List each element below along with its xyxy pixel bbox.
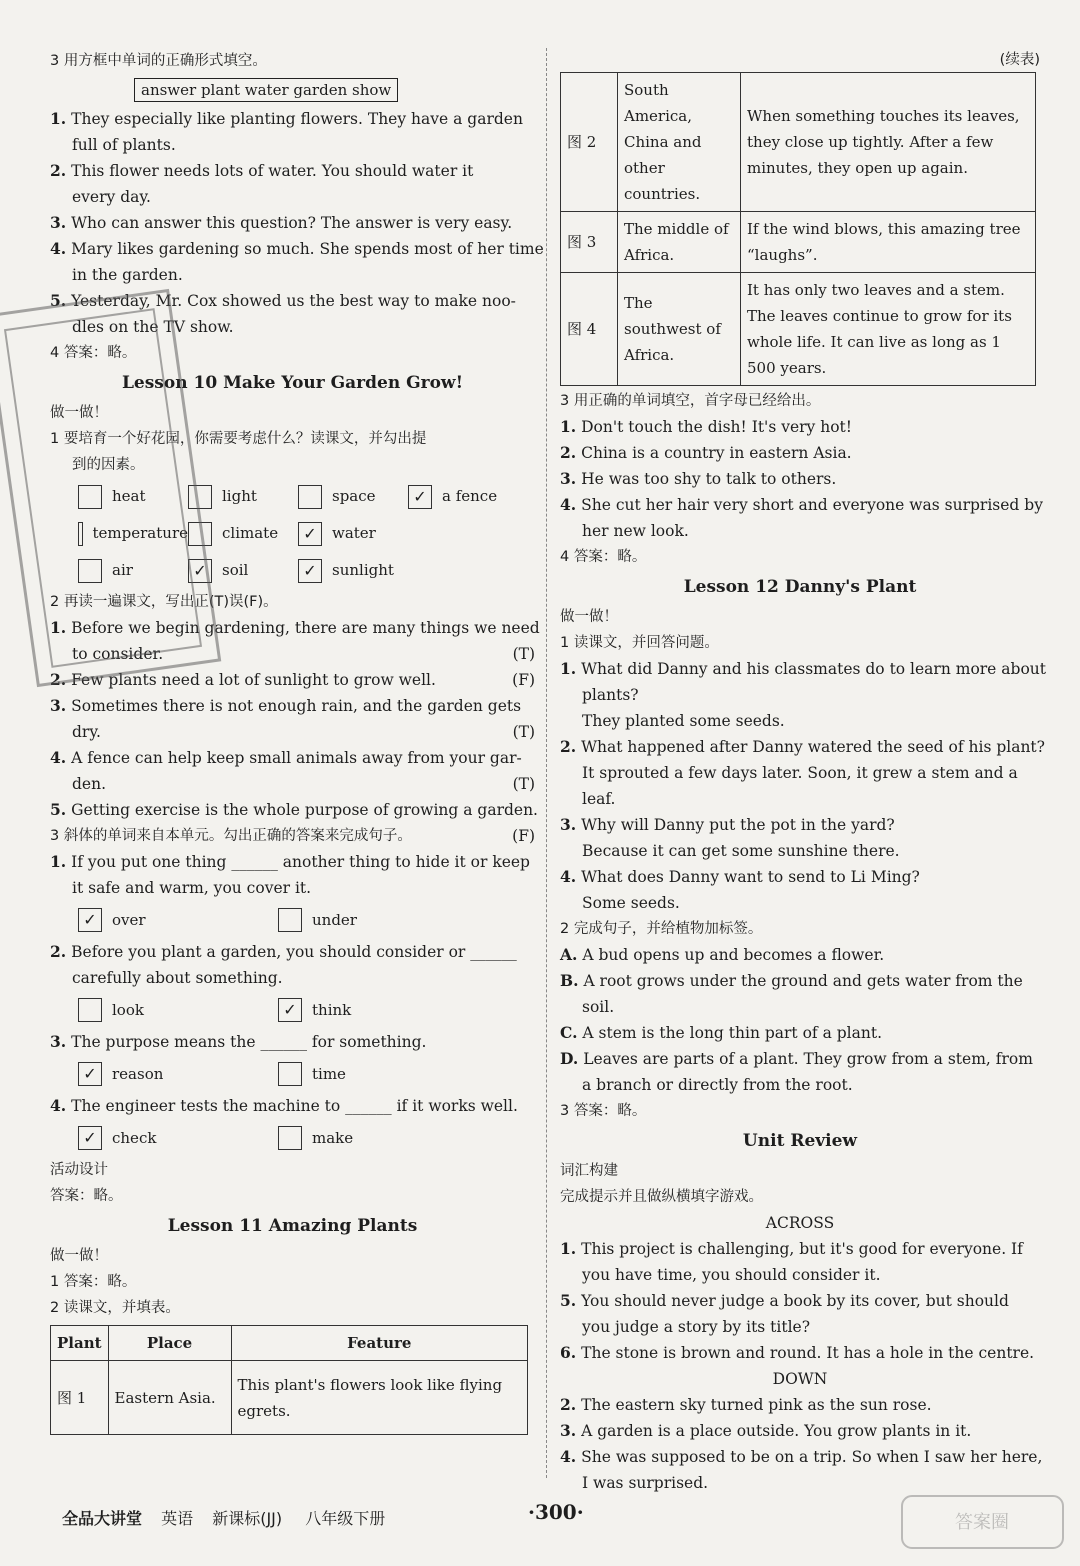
list-item (560, 1046, 1040, 1072)
question-1-text-cont: 到的因素。 (72, 457, 145, 473)
item-text: her new look. (582, 522, 689, 540)
checkbox (278, 1126, 302, 1150)
item-text: The engineer tests the machine to ______ if it works well. (71, 1097, 518, 1115)
fill-list-right (560, 414, 1043, 544)
table-cell: South America, China and other countries. (618, 73, 741, 212)
item-number: 4. (560, 495, 577, 514)
list-item (560, 440, 1040, 466)
answer-text: It sprouted a few days later. Soon, it grew a stem and a (582, 764, 1018, 782)
item-text: A bud opens up and becomes a flower. (582, 946, 885, 964)
question-3-text-right: 3 用正确的单词填空，首字母已经给出。 (560, 393, 821, 409)
table-cell: The middle of Africa. (618, 212, 741, 273)
question-1-text: 1 要培育一个好花园，你需要考虑什么？读课文，并勾出提 (50, 431, 427, 447)
item-text: I was surprised. (582, 1474, 709, 1492)
lesson-11-q2: 2 读课文，并填表。 (50, 1300, 180, 1316)
table-header-plant: Plant (51, 1326, 109, 1361)
checkbox-label: make (312, 1129, 354, 1147)
item-text: in the garden. (72, 266, 183, 284)
checkbox-label: under (312, 911, 357, 929)
lesson-10-title: Lesson 10 Make Your Garden Grow! (121, 373, 464, 393)
item-number: 3. (50, 213, 67, 232)
word-box: answer plant water garden show (134, 78, 398, 102)
checkbox-label: climate (222, 524, 279, 542)
section-heading: 3 用方框中单词的正确形式填空。 (50, 53, 267, 69)
checkbox: ✓ (408, 485, 432, 509)
do-it-heading-2: 做一做！ (50, 1248, 108, 1264)
plant-table (50, 1325, 528, 1435)
table-cell: The southwest of Africa. (618, 273, 741, 386)
checkbox: ✓ (298, 559, 322, 583)
question-3-text: 3 斜体的单词来自本单元。勾出正确的答案来完成句子。 (50, 828, 412, 844)
checkbox-option (298, 478, 408, 515)
item-answer: (F) (512, 827, 535, 845)
checkbox-label: soil (222, 561, 249, 579)
item-number: 1. (560, 659, 577, 678)
table-cell: If the wind blows, this amazing tree “laughs”. (741, 212, 1036, 273)
item-text: Sometimes there is not enough rain, and the garden gets (71, 697, 522, 715)
column-divider (546, 48, 547, 1478)
item-text: The eastern sky turned pink as the sun rose. (581, 1396, 932, 1414)
item-text: This flower needs lots of water. You should water it (71, 162, 474, 180)
list-item (50, 158, 535, 184)
item-number: 2. (560, 737, 577, 756)
question-text: What did Danny and his classmates do to learn more about (581, 660, 1046, 678)
item-number: 5. (50, 291, 67, 310)
list-item (50, 939, 535, 965)
table-cell: 图 1 (51, 1361, 109, 1435)
answer-text-cont: leaf. (582, 790, 616, 808)
item-text: every day. (72, 188, 151, 206)
item-number: 5. (50, 800, 67, 819)
checkbox-option (408, 478, 518, 515)
item-text: You should never judge a book by its cover, but should (581, 1292, 1009, 1310)
continued-label: (续表) (999, 52, 1040, 68)
item-text: Yesterday, Mr. Cox showed us the best way to make noo- (71, 292, 516, 310)
checkbox-option (78, 901, 278, 939)
lesson-12-q1: 1 读课文，并回答问题。 (560, 635, 719, 651)
list-item-cont (560, 1072, 1040, 1098)
item-number: 5. (560, 1291, 577, 1310)
item-answer: (T) (512, 775, 535, 793)
right-column (560, 48, 1046, 1496)
page-number: ·300· (528, 1500, 584, 1524)
item-text: A stem is the long thin part of a plant. (582, 1024, 883, 1042)
clue-item (560, 1418, 1040, 1444)
checkbox-label: over (112, 911, 146, 929)
list-item (560, 414, 1040, 440)
item-text: This project is challenging, but it's good for everyone. If (581, 1240, 1023, 1258)
watermark-logo (900, 1492, 1065, 1552)
checkbox: ✓ (78, 908, 102, 932)
clue-item-cont (560, 1314, 1040, 1340)
item-number: 4. (50, 239, 67, 258)
lesson-11-title: Lesson 11 Amazing Plants (167, 1216, 418, 1236)
item-number: 6. (560, 1343, 577, 1362)
item-number: 2. (50, 942, 67, 961)
item-number: C. (560, 1023, 578, 1042)
checkbox-label: think (312, 1001, 352, 1019)
plant-label-list (560, 942, 1040, 1098)
footer-subject: 英语 (161, 1509, 194, 1528)
item-number: 2. (50, 670, 67, 689)
question-text: What does Danny want to send to Li Ming? (581, 868, 920, 886)
checkbox (78, 998, 102, 1022)
list-item (560, 968, 1040, 994)
item-text: A fence can help keep small animals away from your gar- (71, 749, 522, 767)
question-item (560, 812, 1040, 838)
footer (62, 1506, 385, 1529)
item-text: The purpose means the ______ for something. (71, 1033, 427, 1051)
item-text: A root grows under the ground and gets water from the (583, 972, 1023, 990)
lesson-12-q3: 3 答案：略。 (560, 1103, 647, 1119)
left-column (50, 48, 544, 1435)
item-number: A. (560, 945, 578, 964)
footer-edition: 新课标(JJ) (212, 1509, 283, 1528)
item-text: dles on the TV show. (72, 318, 234, 336)
list-item-cont (50, 262, 535, 288)
checkbox (298, 485, 322, 509)
list-item (50, 1029, 535, 1055)
item-answer: (T) (512, 645, 535, 663)
item-text: you judge a story by its title? (582, 1318, 811, 1336)
list-item-cont (50, 132, 535, 158)
table-cell: 图 4 (561, 273, 618, 386)
question-2-text: 2 再读一遍课文，写出正(T)误(F)。 (50, 594, 278, 610)
checkbox-label: heat (112, 487, 146, 505)
option-row (50, 1055, 535, 1093)
checkbox-option (298, 552, 408, 589)
table-cell: Eastern Asia. (108, 1361, 231, 1435)
table-cell: This plant's flowers look like flying egrets. (231, 1361, 527, 1435)
clue-item (560, 1392, 1040, 1418)
answer-text: They planted some seeds. (582, 712, 785, 730)
checkbox-option (78, 1119, 278, 1157)
list-item-cont (50, 771, 535, 797)
item-text: den. (72, 775, 107, 793)
item-number: 2. (560, 1395, 577, 1414)
checkbox-label: look (112, 1001, 144, 1019)
lesson-11-q1: 1 答案：略。 (50, 1274, 137, 1290)
option-row (50, 901, 535, 939)
question-text: What happened after Danny watered the seed of his plant? (581, 738, 1045, 756)
question-text-cont: plants? (582, 686, 639, 704)
item-number: 3. (50, 696, 67, 715)
item-text: Before we begin gardening, there are many things we need (71, 619, 540, 637)
lesson-12-title: Lesson 12 Danny's Plant (683, 577, 917, 597)
checkbox-option (298, 515, 408, 552)
answer-text: Some seeds. (582, 894, 680, 912)
checkbox: ✓ (298, 522, 322, 546)
item-text: dry. (72, 723, 101, 741)
item-text: Getting exercise is the whole purpose of growing a garden. (71, 801, 538, 819)
item-text: Few plants need a lot of sunlight to grow well. (71, 671, 436, 689)
list-item (50, 745, 535, 771)
checkbox: ✓ (78, 1126, 102, 1150)
list-item-cont (560, 518, 1040, 544)
item-text: soil. (582, 998, 615, 1016)
crossword-intro: 完成提示并且做纵横填字游戏。 (560, 1189, 763, 1205)
table-row (561, 73, 1036, 212)
item-text: She cut her hair very short and everyone was surprised by (581, 496, 1043, 514)
list-item (560, 1020, 1040, 1046)
checkbox-label: sunlight (332, 561, 394, 579)
across-clues (560, 1236, 1040, 1366)
item-number: 4. (50, 1096, 67, 1115)
footer-grade: 八年级下册 (305, 1509, 386, 1528)
item-answer: (F) (512, 671, 535, 689)
checkbox: ✓ (188, 559, 212, 583)
checkbox-label: reason (112, 1065, 164, 1083)
checkbox-label: space (332, 487, 376, 505)
clue-item-cont (560, 1262, 1040, 1288)
list-item-cont (560, 994, 1040, 1020)
checkbox-option (78, 991, 278, 1029)
question-item (560, 656, 1046, 682)
table-cell: 图 2 (561, 73, 618, 212)
list-item (50, 693, 535, 719)
lesson-12-q2: 2 完成句子，并给植物加标签。 (560, 921, 763, 937)
checkbox: ✓ (78, 1062, 102, 1086)
question-item (560, 734, 1045, 760)
across-heading: ACROSS (765, 1214, 835, 1232)
checkbox-label: air (112, 561, 133, 579)
table-row (561, 273, 1036, 386)
item-text: Don't touch the dish! It's very hot! (581, 418, 852, 436)
item-number: 1. (50, 852, 67, 871)
checkbox-label: time (312, 1065, 346, 1083)
checkbox (278, 1062, 302, 1086)
item-text: She was supposed to be on a trip. So when I saw her here, (581, 1448, 1043, 1466)
checkbox-option (278, 1055, 478, 1093)
checkbox (278, 908, 302, 932)
checkbox-option (78, 1055, 278, 1093)
answer-text: Because it can get some sunshine there. (582, 842, 900, 860)
item-number: 4. (560, 1447, 577, 1466)
list-item-cont (50, 184, 535, 210)
multiple-choice-list (50, 849, 535, 1157)
item-text: They especially like planting flowers. They have a garden (71, 110, 523, 128)
vocab-heading: 词汇构建 (560, 1163, 618, 1179)
item-number: 1. (50, 109, 67, 128)
checkbox-option (278, 1119, 478, 1157)
question-answer-list (560, 656, 1046, 916)
list-item (560, 466, 1040, 492)
item-text: full of plants. (72, 136, 176, 154)
item-answer: (T) (512, 723, 535, 741)
activity-answer: 答案：略。 (50, 1188, 123, 1204)
do-it-heading: 做一做！ (50, 405, 108, 421)
item-text: The stone is brown and round. It has a hole in the centre. (581, 1344, 1035, 1362)
answer-note: 4 答案：略。 (50, 345, 137, 361)
list-item-cont (50, 719, 535, 745)
question-item (560, 864, 1040, 890)
item-text: If you put one thing ______ another thing to hide it or keep (71, 853, 530, 871)
item-text: it safe and warm, you cover it. (72, 879, 312, 897)
item-text: Before you plant a garden, you should consider or ______ (71, 943, 517, 961)
table-cell: It has only two leaves and a stem. The leaves continue to grow for its whole life. It can live as long as 1 500 years. (741, 273, 1036, 386)
table-row (561, 212, 1036, 273)
table-header-feature: Feature (231, 1326, 527, 1361)
item-text: carefully about something. (72, 969, 283, 987)
checkbox-label: light (222, 487, 257, 505)
item-number: 1. (560, 417, 577, 436)
table-cell: When something touches its leaves, they close up tightly. After a few minutes, they open up again. (741, 73, 1036, 212)
item-number: 2. (50, 161, 67, 180)
item-number: 1. (560, 1239, 577, 1258)
list-item (50, 849, 535, 875)
clue-item (560, 1340, 1040, 1366)
checkbox-label: temperature (92, 524, 188, 542)
item-number: 4. (560, 867, 577, 886)
item-number: 3. (560, 1421, 577, 1440)
item-number: 3. (50, 1032, 67, 1051)
list-item (50, 1093, 535, 1119)
option-row (50, 1119, 535, 1157)
checkbox-label: check (112, 1129, 157, 1147)
item-number: 3. (560, 815, 577, 834)
question-text: Why will Danny put the pot in the yard? (581, 816, 895, 834)
clue-item (560, 1444, 1043, 1470)
do-it-heading-3: 做一做！ (560, 609, 618, 625)
list-item-cont (50, 965, 535, 991)
list-item (50, 210, 535, 236)
clue-item (560, 1236, 1040, 1262)
list-item (560, 942, 1040, 968)
item-number: D. (560, 1049, 579, 1068)
down-clues (560, 1392, 1043, 1496)
list-item (50, 236, 544, 262)
item-text: a branch or directly from the root. (582, 1076, 853, 1094)
item-text: He was too shy to talk to others. (581, 470, 837, 488)
checkbox: ✓ (278, 998, 302, 1022)
item-text: Leaves are parts of a plant. They grow from a stem, from (583, 1050, 1033, 1068)
item-number: 3. (560, 469, 577, 488)
table-header-place: Place (108, 1326, 231, 1361)
item-text: Who can answer this question? The answer is very easy. (71, 214, 513, 232)
item-number: 4. (50, 748, 67, 767)
item-text: you have time, you should consider it. (582, 1266, 881, 1284)
checkbox-label: water (332, 524, 376, 542)
plant-table-continued (560, 72, 1036, 386)
option-row (50, 991, 535, 1029)
item-number: 2. (560, 443, 577, 462)
unit-review-title: Unit Review (742, 1131, 858, 1151)
list-item-cont (50, 875, 535, 901)
item-number: B. (560, 971, 579, 990)
checkbox-label: a fence (442, 487, 498, 505)
activity-heading: 活动设计 (50, 1162, 108, 1178)
item-text: A garden is a place outside. You grow plants in it. (581, 1422, 972, 1440)
checkbox-option (278, 991, 478, 1029)
item-text: China is a country in eastern Asia. (581, 444, 852, 462)
clue-item (560, 1288, 1040, 1314)
checkbox-option (278, 901, 478, 939)
item-text: Mary likes gardening so much. She spends most of her time (71, 240, 544, 258)
item-number: 1. (50, 618, 67, 637)
svg-text:答案圈: 答案圈 (955, 1512, 1009, 1533)
down-heading: DOWN (772, 1370, 828, 1388)
answer-note-right: 4 答案：略。 (560, 549, 647, 565)
footer-brand: 全品大讲堂 (62, 1509, 143, 1528)
table-cell: 图 3 (561, 212, 618, 273)
list-item (560, 492, 1043, 518)
item-text: to consider. (72, 645, 164, 663)
list-item (50, 106, 535, 132)
checkbox-option (188, 478, 298, 515)
